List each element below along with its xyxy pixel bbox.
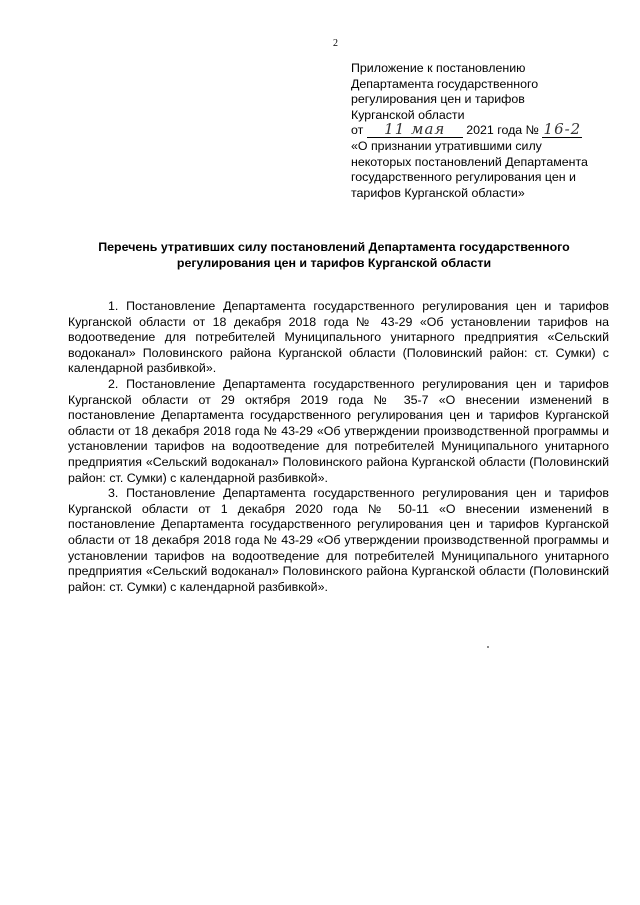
document-title (60, 240, 608, 271)
handwritten-number: 16-2 (543, 120, 582, 139)
title-line: Перечень утративших силу постановлений Департамента государственного (98, 240, 570, 254)
appendix-date-line (351, 120, 621, 139)
date-prefix: от (351, 123, 364, 138)
appendix-subject: тарифов Курганской области» (351, 185, 525, 200)
date-blank (367, 120, 463, 139)
document-body (68, 299, 609, 595)
appendix-header (351, 61, 621, 201)
title-line: регулирования цен и тарифов Курганской области (176, 255, 492, 270)
scan-speck (487, 646, 489, 648)
appendix-line: регулирования цен и тарифов (351, 92, 525, 107)
handwritten-date: 11 мая (384, 120, 446, 139)
appendix-line: Департамента государственного (351, 76, 539, 91)
appendix-line: Приложение к постановлению (351, 61, 526, 75)
number-blank (542, 120, 582, 139)
appendix-subject: государственного регулирования цен и (351, 170, 576, 185)
list-item: 1. Постановление Департамента государственного регулирования цен и тарифов Курганской области от 18 декабря 2018 года № 43-29 «Об установлении тарифов на водоотведение для потребителей Муниципального унитарного предприятия «Сельский водоканал» Половинского района Курганской области (Половинский район: ст. Сумки) с календарной разбивкой». (68, 299, 609, 376)
appendix-line: Курганской области (351, 107, 465, 122)
appendix-subject: некоторых постановлений Департамента (351, 154, 588, 169)
appendix-subject: «О признании утратившими силу (351, 138, 542, 153)
year-text: 2021 года № (466, 123, 539, 138)
page-number: 2 (333, 38, 338, 49)
list-item: 3. Постановление Департамента государственного регулирования цен и тарифов Курганской области от 1 декабря 2020 года № 50-11 «О внесении изменений в постановление Департамента государственного регулирования цен и тарифов Курганской области от 18 декабря 2018 года № 43-29 «Об утверждении производственной программы и установлении тарифов на водоотведение для потребителей Муниципального унитарного предприятия «Сельский водоканал» Половинского района Курганской области (Половинский район: ст. Сумки) с календарной разбивкой». (68, 486, 609, 594)
list-item: 2. Постановление Департамента государственного регулирования цен и тарифов Курганской области от 29 октября 2019 года № 35-7 «О внесении изменений в постановление Департамента государственного регулирования цен и тарифов Курганской области от 18 декабря 2018 года № 43-29 «Об утверждении производственной программы и установлении тарифов на водоотведение для потребителей Муниципального унитарного предприятия «Сельский водоканал» Половинского района Курганской области (Половинский район: ст. Сумки) с календарной разбивкой». (68, 376, 609, 485)
